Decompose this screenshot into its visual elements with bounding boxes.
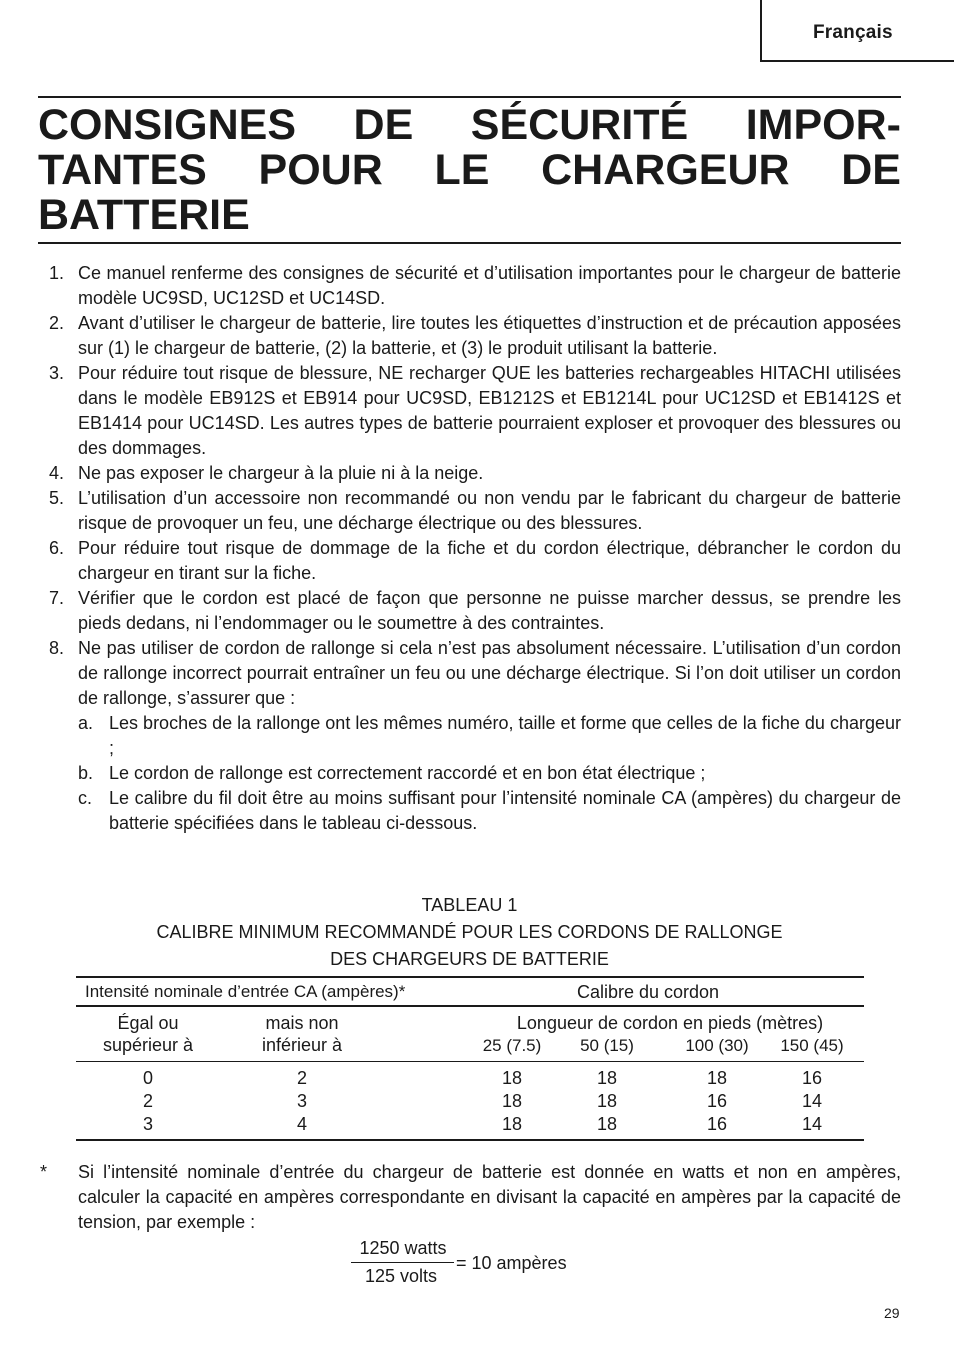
list-item [38, 586, 901, 636]
footnote-text: Si l’intensité nominale d’entrée du chargeur de batterie est donnée en watts et non en ampères, calculer la capacité en ampères correspondante en divisant la capacité en ampères par la capacité de tension, par exemple : [78, 1162, 901, 1232]
col-header-length-value: 25 (7.5) [482, 1036, 542, 1055]
table-cell: 18 [501, 1091, 523, 1111]
table-cell: 14 [801, 1114, 823, 1134]
safety-instructions-list [38, 261, 901, 836]
item-number: 8. [49, 638, 65, 658]
sub-list-item [38, 761, 901, 786]
table-body-rule [76, 1061, 864, 1062]
item-text: Ce manuel renferme des consignes de sécurité et d’utilisation importantes pour le chargeur de batterie modèle UC9SD, UC12SD et UC14SD. [78, 263, 901, 308]
table-cell: 16 [706, 1091, 728, 1111]
col-header-length-value: 50 (15) [580, 1036, 634, 1055]
title-line: BATTERIE [38, 191, 250, 239]
title-bottom-rule [38, 242, 901, 244]
formula-result: = 10 ampères [456, 1253, 567, 1273]
table-cell: 16 [706, 1114, 728, 1134]
table-cell: 2 [142, 1091, 154, 1111]
col-header-length-value: 150 (45) [780, 1036, 844, 1055]
item-text: Pour réduire tout risque de dommage de la fiche et du cordon électrique, débrancher le cordon du chargeur en tirant sur la fiche. [78, 538, 901, 583]
sub-item-text: Les broches de la rallonge ont les mêmes numéro, taille et forme que celles de la fiche du chargeur ; [109, 713, 901, 758]
item-text: Avant d’utiliser le chargeur de batterie, lire toutes les étiquettes d’instruction et de précaution apposées sur (1) le chargeur de batterie, (2) la batterie, et (3) le produit utilisant la batterie. [78, 313, 901, 358]
col-header-min: supérieur à [102, 1035, 194, 1055]
list-item [38, 536, 901, 586]
item-text: Vérifier que le cordon est placé de façon que personne ne puisse marcher dessus, se prendre les pieds dedans, ni l’endommager ou le soumettre à des contraintes. [78, 588, 901, 633]
item-text: Ne pas utiliser de cordon de rallonge si cela n’est pas absolument nécessaire. L’utilisation d’un cordon de rallonge incorrect pourrait entraîner un feu ou une décharge électrique. Si l’on doit utiliser un cordon de rallonge, s’assurer que : [78, 638, 901, 708]
col-header-length: Longueur de cordon en pieds (mètres) [516, 1013, 824, 1033]
item-text: Pour réduire tout risque de blessure, NE recharger QUE les batteries rechargeables HITACHI utilisées dans le modèle EB912S et EB914 pour UC9SD, EB1212S et EB1214L pour UC12SD et EB1412S et EB1414 pour UC14SD. Les autres types de batterie pourraient exploser et provoquer des blessures ou des dommages. [78, 363, 901, 458]
list-item [38, 311, 901, 361]
item-number: 4. [49, 463, 65, 483]
col-header-max: mais non [265, 1013, 339, 1033]
col-header-length-value: 100 (30) [685, 1036, 749, 1055]
table-cell: 3 [142, 1114, 154, 1134]
table-cell: 18 [501, 1068, 523, 1088]
col-header-max: inférieur à [261, 1035, 343, 1055]
header-gauge: Calibre du cordon [576, 982, 720, 1002]
sub-item-letter: a. [78, 713, 94, 733]
footnote-item [38, 1160, 901, 1235]
footnote [38, 1160, 901, 1235]
item-number: 5. [49, 488, 65, 508]
table-cell: 18 [596, 1068, 618, 1088]
item-text: Ne pas exposer le chargeur à la pluie ni à la neige. [78, 463, 484, 483]
sub-item-text: Le calibre du fil doit être au moins suffisant pour l’intensité nominale CA (ampères) du chargeur de batterie spécifiées dans le tableau ci-dessous. [109, 788, 901, 833]
list-item [38, 636, 901, 711]
table-cell: 14 [801, 1091, 823, 1111]
item-text: L’utilisation d’un accessoire non recommandé ou non vendu par le fabricant du chargeur de batterie risque de provoquer un feu, une décharge électrique ou des blessures. [78, 488, 901, 533]
table-caption: TABLEAU 1 [421, 895, 518, 915]
list-item [38, 486, 901, 536]
item-number: 2. [49, 313, 65, 333]
language-label: Français [813, 22, 893, 43]
table-header-rule [76, 1005, 864, 1007]
table-cell: 18 [596, 1091, 618, 1111]
table-cell: 18 [501, 1114, 523, 1134]
table-top-rule [76, 976, 864, 978]
formula-numerator: 1250 watts [359, 1238, 447, 1258]
language-tab [760, 0, 954, 62]
title-line: TANTES POUR LE CHARGEUR DE [38, 146, 901, 194]
list-item [38, 461, 901, 486]
table-subcaption-line: DES CHARGEURS DE BATTERIE [330, 949, 609, 969]
header-input-rating: Intensité nominale d’entrée CA (ampères)* [85, 982, 406, 1001]
table-cell: 18 [706, 1068, 728, 1088]
title-line: CONSIGNES DE SÉCURITÉ IMPOR- [38, 101, 901, 149]
list-item [38, 361, 901, 461]
table-cell: 0 [142, 1068, 154, 1088]
footnote-mark: * [40, 1162, 48, 1182]
item-number: 7. [49, 588, 65, 608]
table-subcaption-line: CALIBRE MINIMUM RECOMMANDÉ POUR LES CORDONS DE RALLONGE [156, 922, 783, 942]
list-item [38, 261, 901, 311]
fraction-bar [351, 1262, 454, 1263]
table-bottom-rule [76, 1139, 864, 1141]
sub-item-letter: c. [78, 788, 93, 808]
table-cell: 4 [296, 1114, 308, 1134]
sub-item-text: Le cordon de rallonge est correctement raccordé et en bon état électrique ; [109, 763, 706, 783]
table-cell: 2 [296, 1068, 308, 1088]
col-header-min: Égal ou [117, 1013, 179, 1033]
title-top-rule [38, 96, 901, 98]
page-title [38, 103, 901, 238]
item-number: 3. [49, 363, 65, 383]
sub-item-letter: b. [78, 763, 94, 783]
item-number: 1. [49, 263, 65, 283]
sub-list-item [38, 786, 901, 836]
table-cell: 18 [596, 1114, 618, 1134]
table-cell: 3 [296, 1091, 308, 1111]
sub-list-item [38, 711, 901, 761]
table-cell: 16 [801, 1068, 823, 1088]
page-number: 29 [884, 1305, 900, 1321]
formula-denominator: 125 volts [364, 1266, 438, 1286]
item-number: 6. [49, 538, 65, 558]
